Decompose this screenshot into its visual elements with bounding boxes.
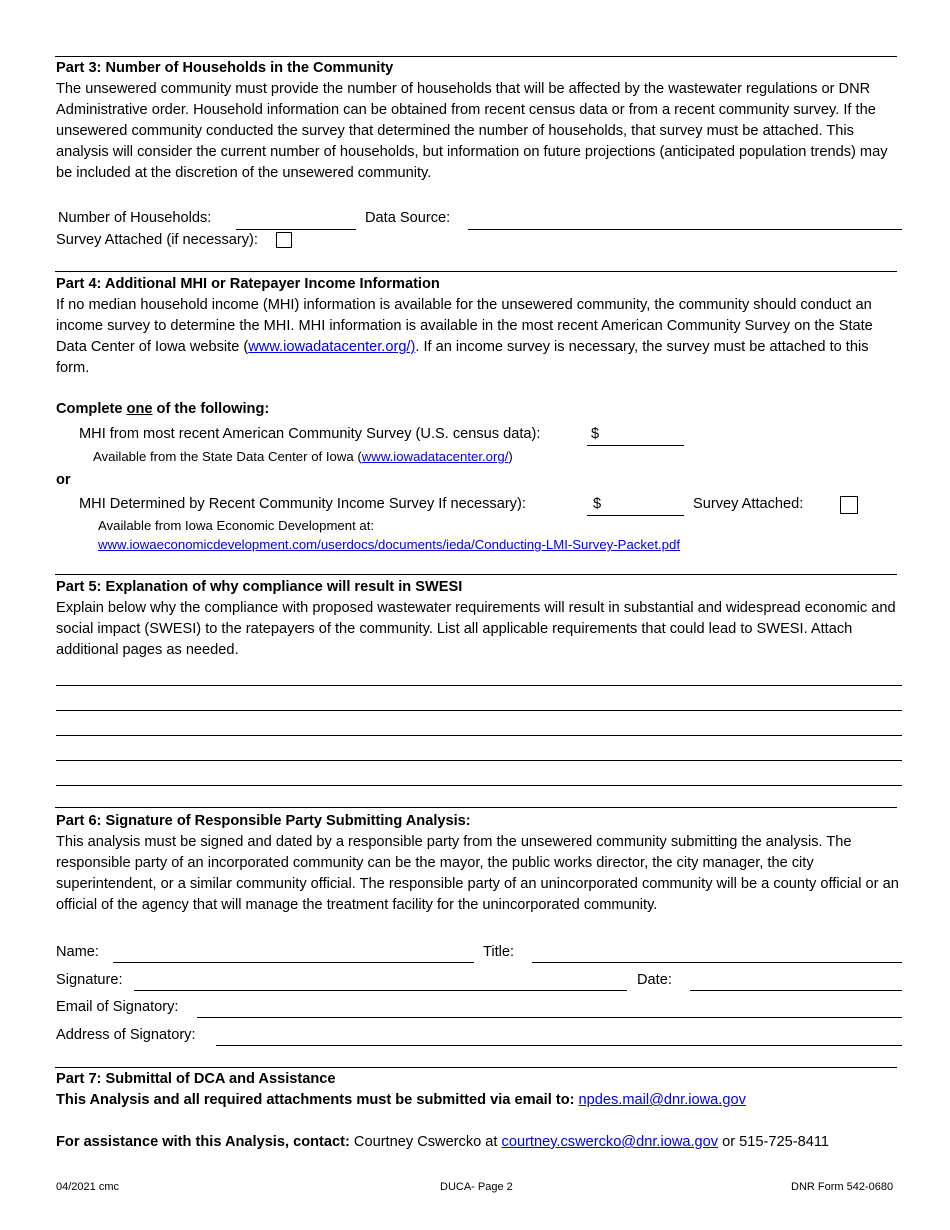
signature-label: Signature:: [56, 972, 123, 988]
section-divider: [55, 271, 897, 272]
iowadatacenter-note-link[interactable]: www.iowadatacenter.org/: [361, 449, 509, 464]
address-label: Address of Signatory:: [56, 1027, 196, 1043]
part6-body: This analysis must be signed and dated by a responsible party from the unsewered community submitting the analysis. The responsible party of an incorporated community can be the mayor, the public works director, the city manager, the city superintendent, or a similar community official. The responsible party of an unincorporated community will be a county official or an official of the agency that will manage the treatment facility for the unincorporated community.: [56, 834, 899, 913]
section-divider: [55, 56, 897, 57]
name-label: Name:: [56, 944, 99, 960]
data-source-label: Data Source:: [365, 210, 451, 226]
section-divider: [55, 807, 897, 808]
submit-line: [56, 1090, 901, 1111]
footer-date: 04/2021 cmc: [56, 1181, 119, 1193]
part7-heading: Part 7: Submittal of DCA and Assistance: [56, 1071, 336, 1087]
mhi-acs-currency: $: [591, 426, 600, 442]
explanation-line[interactable]: [56, 685, 902, 686]
part4-heading: Part 4: Additional MHI or Ratepayer Income Information: [56, 276, 440, 292]
mhi-acs-input[interactable]: [587, 424, 684, 445]
footer-form-number: DNR Form 542-0680: [791, 1181, 894, 1193]
households-label: Number of Households:: [58, 210, 212, 226]
assist-line: [56, 1132, 901, 1153]
assist-name: Courtney Cswercko at: [353, 1134, 498, 1150]
complete-prefix: Complete: [56, 401, 127, 417]
explanation-line[interactable]: [56, 785, 902, 786]
complete-underlined: one: [126, 401, 153, 417]
mhi-acs-note: [93, 447, 513, 466]
part5-heading: Part 5: Explanation of why compliance will result in SWESI: [56, 579, 463, 595]
part5-body: Explain below why the compliance with proposed wastewater requirements will result in substantial and widespread economic and social impact (SWESI) to the ratepayers of the community. List all applicable requirements that could lead to SWESI. Attach additional pages as needed.: [56, 600, 896, 658]
part4-body-text: If no median household income (MHI) information is available for the unsewered community, the community should conduct an income survey to determine the MHI. MHI information is available in the most recent American Community Survey on the State Data Center of Iowa website (: [56, 297, 873, 355]
mhi-survey-input-line: [587, 515, 684, 516]
section-divider: [55, 1067, 897, 1068]
date-label: Date:: [637, 972, 672, 988]
or-label: or: [56, 472, 71, 488]
submit-text: This Analysis and all required attachments must be submitted via email to:: [56, 1092, 575, 1108]
ieda-note: Available from Iowa Economic Development at:: [98, 518, 375, 533]
data-source-input[interactable]: [468, 208, 902, 229]
mhi-survey-attached-label: Survey Attached:: [693, 496, 804, 512]
explanation-line[interactable]: [56, 735, 902, 736]
email-label: Email of Signatory:: [56, 999, 179, 1015]
section-divider: [55, 574, 897, 575]
part4-body-text-end: . If an income survey is necessary, the survey must be attached to this form.: [56, 339, 869, 376]
mhi-acs-note-text: Available from the State Data Center of Iowa (: [93, 449, 362, 464]
mhi-acs-label: MHI from most recent American Community Survey (U.S. census data):: [79, 426, 541, 442]
assist-phone: or 515-725-8411: [722, 1134, 829, 1150]
survey-attached-label: Survey Attached (if necessary):: [56, 232, 258, 248]
part3-heading: Part 3: Number of Households in the Community: [56, 60, 394, 76]
iowadatacenter-link[interactable]: www.iowadatacenter.org/): [248, 339, 416, 355]
mhi-survey-label: MHI Determined by Recent Community Income Survey If necessary):: [79, 496, 526, 512]
mhi-survey-input[interactable]: [587, 494, 684, 515]
title-label: Title:: [483, 944, 515, 960]
email-input-line[interactable]: [197, 1017, 902, 1018]
submit-email-link[interactable]: npdes.mail@dnr.iowa.gov: [578, 1092, 746, 1108]
survey-attached-checkbox[interactable]: [276, 232, 292, 248]
complete-suffix: of the following:: [152, 401, 270, 417]
assist-label: For assistance with this Analysis, contact:: [56, 1134, 350, 1150]
data-source-input-line: [468, 229, 902, 230]
mhi-acs-note-close: ): [508, 449, 513, 464]
mhi-survey-attached-checkbox[interactable]: [840, 496, 858, 514]
footer-page: DUCA- Page 2: [440, 1181, 513, 1193]
assist-email-link[interactable]: courtney.cswercko@dnr.iowa.gov: [501, 1134, 719, 1150]
address-input-line[interactable]: [216, 1045, 902, 1046]
title-input-line[interactable]: [532, 962, 902, 963]
name-input-line[interactable]: [113, 962, 474, 963]
signature-input-line[interactable]: [134, 990, 627, 991]
mhi-survey-currency: $: [593, 496, 602, 512]
date-input-line[interactable]: [690, 990, 902, 991]
mhi-acs-input-line: [587, 445, 684, 446]
households-input[interactable]: [236, 208, 356, 229]
complete-one-heading: [56, 399, 269, 420]
ieda-survey-link[interactable]: www.iowaeconomicdevelopment.com/userdocs/documents/ieda/Conducting-LMI-Survey-Packet.pdf: [98, 537, 680, 552]
part4-body: [56, 295, 901, 379]
part6-heading: Part 6: Signature of Responsible Party Submitting Analysis:: [56, 813, 471, 829]
explanation-line[interactable]: [56, 760, 902, 761]
explanation-line[interactable]: [56, 710, 902, 711]
part3-body: The unsewered community must provide the number of households that will be affected by the wastewater regulations or DNR Administrative order. Household information can be obtained from recent census data or from a recent community survey. If the unsewered community conducted the survey that determined the number of households, that survey must be attached. This analysis will consider the current number of households, but information on future projections (anticipated population trends) may be included at the discretion of the unsewered community.: [56, 81, 888, 181]
